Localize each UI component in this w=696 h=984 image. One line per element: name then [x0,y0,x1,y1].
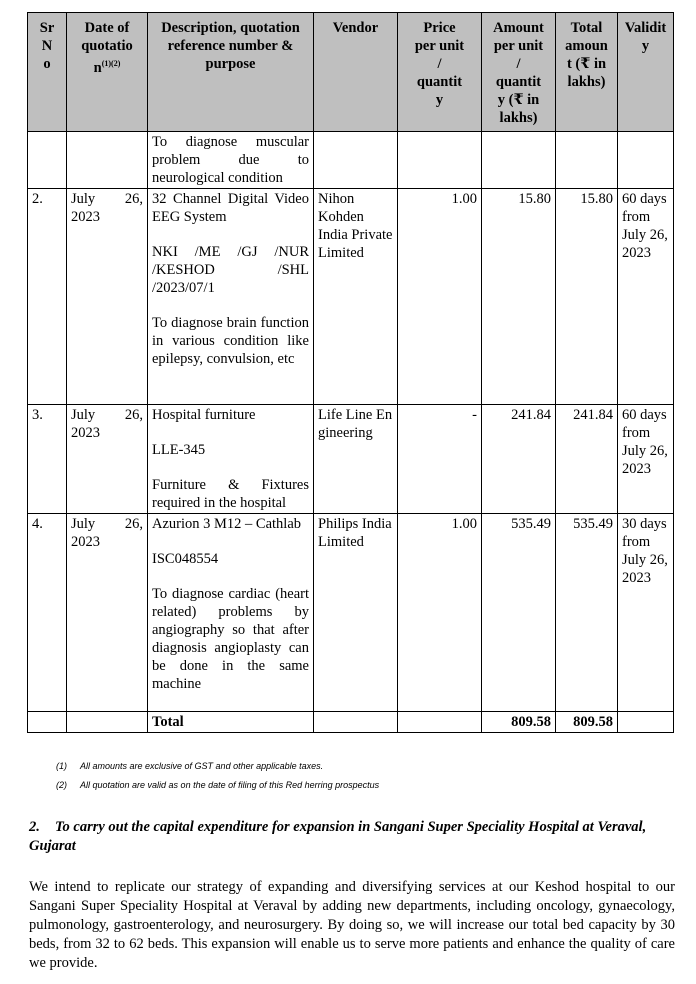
row-date: July 26, 2023 [67,514,148,712]
row-date: July 26, 2023 [67,405,148,514]
footnote-1 [56,761,323,771]
description-title: Hospital furniture [152,407,256,423]
body-paragraph: We intend to replicate our strategy of expanding and diversifying services at our Keshod hospital to our Sangani Super Speciality Hospital at Veraval by adding new departments, including oncology, gynaecology, pulmonology, gastroenterology, and neurosurgery. By doing so, we will increase our total bed capacity by 30 beds, from 32 to 62 beds. This expansion will enable us to serve more patients and enhance the quality of care we provide. [29,879,675,971]
header-row [28,13,674,132]
quotation-reference: LLE-345 [152,442,206,458]
table-row [28,405,674,514]
description-purpose: To diagnose cardiac (heart related) problems by angiography so that after diagnosis angioplasty can be done in the same machine [152,586,309,692]
footnote-2 [56,780,379,790]
total-row [28,712,674,733]
description-purpose: Furniture & Fixtures required in the hospital [152,477,309,511]
footnote-text: All amounts are exclusive of GST and other applicable taxes. [80,761,324,771]
row-sr: 2. [28,189,67,405]
header-sr-no: Sr N o [28,13,67,132]
header-description: Description, quotation reference number & purpose [148,13,314,132]
footnote-text: All quotation are valid as on the date of filing of this Red herring prospectus [80,780,380,790]
row-total: 241.84 [556,405,618,514]
total-total: 809.58 [556,712,618,733]
row-vendor: Life Line Engineering [314,405,398,514]
header-price: Price per unit / quantit y [398,13,482,132]
row-sr: 3. [28,405,67,514]
quotation-reference: NKI /ME /GJ /NUR /KESHOD /SHL /2023/07/1 [152,244,309,296]
header-date: Date of quotatio $n^{(1)(2)}$ [67,13,148,132]
total-amount: 809.58 [482,712,556,733]
row-price: 1.00 [398,514,482,712]
row-price: - [398,405,482,514]
row-description [148,189,314,405]
quotation-table [27,12,674,733]
section-heading [29,818,675,856]
total-label: Total [148,712,314,733]
row-total: 15.80 [556,189,618,405]
row-validity: 60 days from July 26, 2023 [618,405,674,514]
row-amount: 535.49 [482,514,556,712]
row-amount: 241.84 [482,405,556,514]
table-row [28,189,674,405]
footnote-mark: (1) [56,761,67,771]
description-title: Azurion 3 M12 – Cathlab [152,516,302,532]
row-description [148,514,314,712]
table-row [28,514,674,712]
row-vendor: Nihon Kohden India Private Limited [314,189,398,405]
header-date-footnote-ref: (1)(2) [101,59,121,68]
row-amount: 15.80 [482,189,556,405]
header-validity: Validit y [618,13,674,132]
quotation-reference: ISC048554 [152,551,219,567]
header-total: Total amoun t (₹ in lakhs) [556,13,618,132]
description-purpose: To diagnose brain function in various condition like epilepsy, convulsion, etc [152,315,309,367]
row-vendor: Philips India Limited [314,514,398,712]
header-amount: Amount per unit / quantit y (₹ in lakhs) [482,13,556,132]
row-date: July 26, 2023 [67,189,148,405]
footnote-mark: (2) [56,780,67,790]
row-price: 1.00 [398,189,482,405]
row-description [148,405,314,514]
row-total: 535.49 [556,514,618,712]
section-title: To carry out the capital expenditure for expansion in Sangani Super Speciality Hospital at Veraval, Gujarat [29,819,647,854]
description-title: 32 Channel Digital Video EEG System [152,191,309,225]
row-sr: 4. [28,514,67,712]
row-validity: 30 days from July 26, 2023 [618,514,674,712]
table-row-continuation [28,132,674,189]
header-vendor: Vendor [314,13,398,132]
section-number: 2. [29,819,40,835]
row-validity: 60 days from July 26, 2023 [618,189,674,405]
continuation-description: To diagnose muscular problem due to neurological condition [148,132,314,189]
